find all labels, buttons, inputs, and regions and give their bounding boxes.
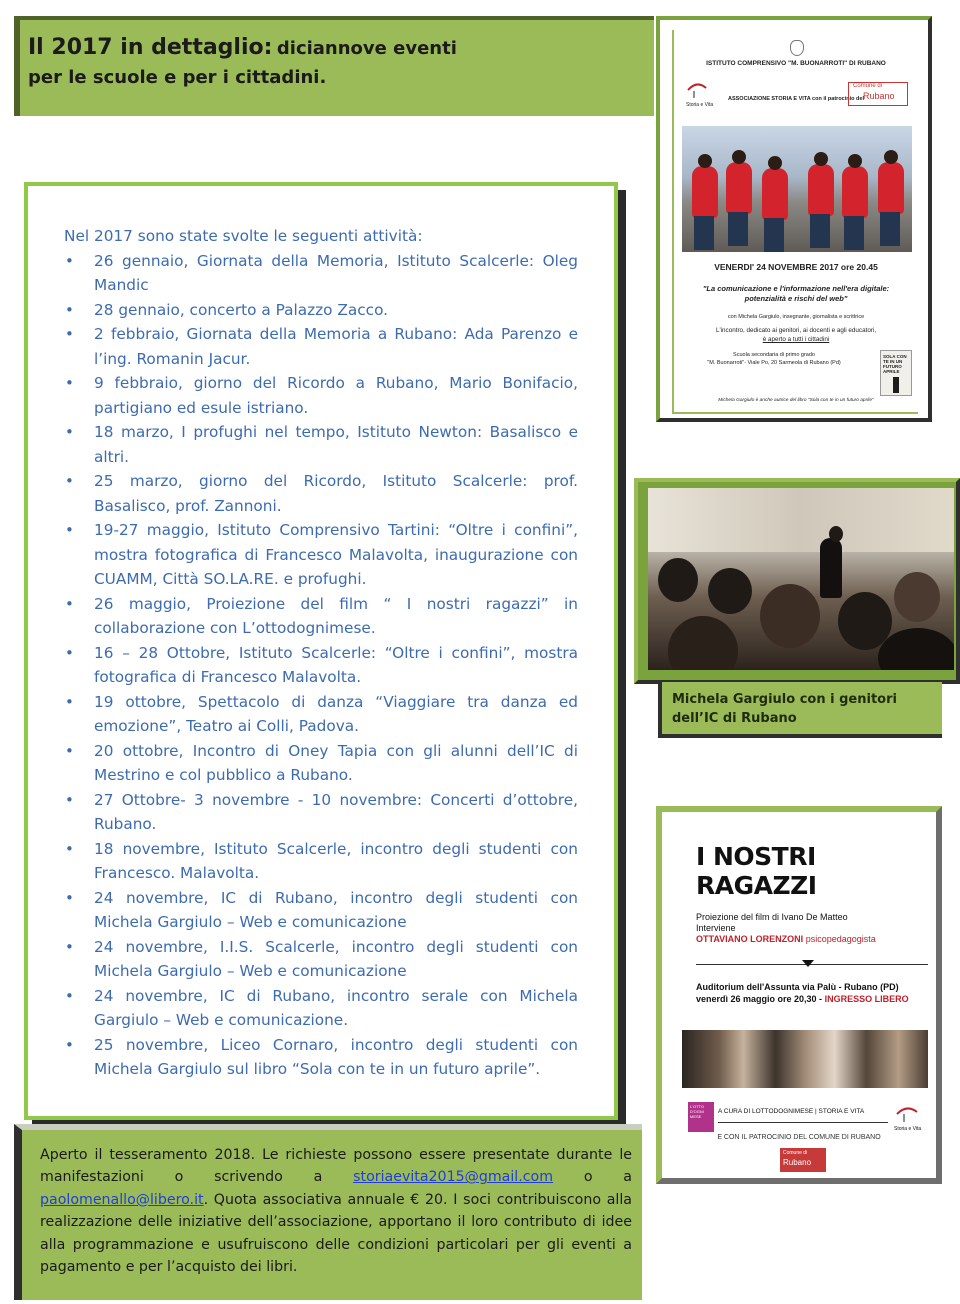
activity-item <box>64 739 578 788</box>
rubano-logo <box>848 82 908 106</box>
activity-item <box>64 886 578 935</box>
activity-text: 26 gennaio, Giornata della Memoria, Istituto Scalcerle: Oleg Mandic <box>94 251 578 294</box>
book-cover-title: SOLA CON TE IN UN FUTURO APRILE <box>883 354 907 374</box>
activity-text: 24 novembre, I.I.S. Scalcerle, incontro degli studenti con Michela Gargiulo – Web e comunicazione <box>94 937 578 980</box>
poster3-venue: Auditorium dell'Assunta via Palù - Rubano (PD) <box>696 982 899 992</box>
title-banner <box>14 16 654 116</box>
activity-item <box>64 371 578 420</box>
page-title-rest: diciannove eventi <box>276 38 457 59</box>
activity-text: 25 novembre, Liceo Cornaro, incontro degli studenti con Michela Gargiulo sul libro “Sola con te in un futuro aprile”. <box>94 1035 578 1078</box>
activity-text: 24 novembre, IC di Rubano, incontro degli studenti con Michela Gargiulo – Web e comunicazione <box>94 888 578 931</box>
activity-text: 19 ottobre, Spettacolo di danza “Viaggiare tra danza ed emozione”, Teatro ai Colli, Padova. <box>94 692 578 735</box>
poster3-title-line1: I NOSTRI <box>696 842 816 871</box>
email-link-paolomenallo[interactable]: paolomenallo@libero.it <box>40 1191 204 1208</box>
bullet-icon: • <box>65 839 74 858</box>
poster3-patron: E CON IL PATROCINIO DEL COMUNE DI RUBANO <box>717 1134 881 1141</box>
activity-text: 19-27 maggio, Istituto Comprensivo Tartini: “Oltre i confini”, mostra fotografica di Francesco Malavolta, inaugurazione con CUAMM, Città SO.LA.RE. e profughi. <box>94 521 578 588</box>
bullet-icon: • <box>65 986 74 1005</box>
poster3-line2: Interviene <box>696 923 736 933</box>
activity-item <box>64 935 578 984</box>
poster1-assoc: ASSOCIAZIONE STORIA E VITA con il patrocinio del <box>728 96 864 102</box>
activity-item <box>64 641 578 690</box>
photo-caption-box <box>658 682 942 738</box>
activity-item <box>64 298 578 323</box>
meeting-photo-frame <box>634 478 960 684</box>
email-link-storiaevita[interactable]: storiaevita2015@gmail.com <box>353 1169 554 1186</box>
activity-item <box>64 469 578 518</box>
bullet-icon: • <box>65 790 74 809</box>
activity-text: 28 gennaio, concerto a Palazzo Zacco. <box>94 300 389 319</box>
activity-text: 18 marzo, I profughi nel tempo, Istituto Newton: Basalisco e altri. <box>94 423 578 466</box>
membership-text-3: . Quota associativa annuale € 20. I soci contribuiscono alla realizzazione delle iniziative dell’associazione, apportano il loro contributo di idee alla programmazione e usufruiscono delle condizioni particolari per gli eventi a pagamento e per l’acquisto dei libri. <box>40 1191 632 1276</box>
activity-text: 24 novembre, IC di Rubano, incontro serale con Michela Gargiulo – Web e comunicazione. <box>94 986 578 1029</box>
poster3-free-entry: INGRESSO LIBERO <box>824 994 909 1004</box>
bullet-icon: • <box>65 937 74 956</box>
page-title-line1 <box>28 34 644 64</box>
poster3-storia-vita: Storia e Vita <box>894 1126 922 1132</box>
activity-text: 25 marzo, giorno del Ricordo, Istituto Scalcerle: prof. Basalisco, prof. Zannoni. <box>94 472 578 515</box>
activity-item <box>64 1033 578 1082</box>
poster3-arrow-icon <box>802 960 814 967</box>
bullet-icon: • <box>65 521 74 539</box>
book-cover-image <box>880 350 912 396</box>
page-title-bold: Il 2017 in dettaglio: <box>28 35 273 60</box>
activity-text: 16 – 28 Ottobre, Istituto Scalcerle: “Oltre i confini”, mostra fotografica di Francesco Malavolta. <box>94 643 578 686</box>
activity-item <box>64 518 578 592</box>
activity-item <box>64 592 578 641</box>
republic-emblem-icon <box>790 40 804 56</box>
bullet-icon: • <box>65 594 74 613</box>
poster1-date: VENERDI' 24 NOVEMBRE 2017 ore 20.45 <box>714 262 878 272</box>
poster3-when-line <box>696 994 909 1005</box>
poster3-curated: A CURA DI LOTTODOGNIMESE | STORIA E VITA <box>718 1108 865 1115</box>
film-stills-image <box>682 1030 928 1088</box>
meeting-photo <box>648 488 954 670</box>
activity-item <box>64 322 578 371</box>
poster1-venue2: "M. Buonarroti"- Viale Po, 20 Sarmeola di Rubano (Pd) <box>707 360 841 366</box>
activity-item <box>64 249 578 298</box>
poster1-footer: Michela Gargiulo è anche autrice del libro "Sola con te in un futuro aprile" <box>718 398 874 403</box>
activity-item <box>64 837 578 886</box>
activity-text: 2 febbraio, Giornata della Memoria a Rubano: Ada Parenzo e l’ing. Romanin Jacur. <box>94 325 578 368</box>
activity-text: 18 novembre, Istituto Scalcerle, incontro degli studenti con Francesco. Malavolta. <box>94 839 578 882</box>
poster1-venue1: Scuola secondaria di primo grado <box>733 352 815 358</box>
rubano-logo-name: Rubano <box>783 1158 812 1167</box>
activity-text: 27 Ottobre- 3 novembre - 10 novembre: Concerti d’ottobre, Rubano. <box>94 790 578 833</box>
membership-text-1: Aperto il tesseramento 2018. Le richieste possono essere presentate durante le manifestazioni o scrivendo a <box>40 1147 632 1186</box>
poster1-subtitle: "La comunicazione e l'informazione nell'era digitale: potenzialità e rischi del web" <box>702 284 890 303</box>
bullet-icon: • <box>65 741 74 760</box>
bullet-icon: • <box>65 472 74 490</box>
ottodognimese-logo-text: L'OTTO D'OGNI MESE <box>690 1104 705 1119</box>
ottodognimese-logo <box>688 1102 714 1132</box>
photo-caption: Michela Gargiulo con i genitori dell’IC di Rubano <box>672 692 897 726</box>
poster1-invite1: L'incontro, dedicato ai genitori, ai docenti e agli educatori, <box>715 327 877 334</box>
bullet-icon: • <box>65 300 74 319</box>
bullet-icon: • <box>65 888 74 907</box>
bullet-icon: • <box>65 374 74 392</box>
students-photo <box>682 126 912 252</box>
activity-text: 26 maggio, Proiezione del film “ I nostri ragazzi” in collaborazione con L’ottodognimese. <box>94 594 578 637</box>
poster1-storia-vita: Storia e Vita <box>686 102 714 108</box>
poster3-guest-role: psicopedagogista <box>805 934 876 944</box>
membership-text <box>40 1144 632 1278</box>
poster3-line3 <box>696 934 876 945</box>
rubano-logo-comune: Comune di <box>783 1150 808 1156</box>
poster3-line1: Proiezione del film di Ivano De Matteo <box>696 912 848 922</box>
bullet-icon: • <box>65 325 74 343</box>
bullet-icon: • <box>65 1035 74 1054</box>
activities-list <box>64 249 578 1082</box>
activity-item <box>64 984 578 1033</box>
activities-content <box>64 224 578 1082</box>
poster-film-screening <box>656 806 942 1184</box>
bullet-icon: • <box>65 423 74 441</box>
poster3-guest-name: OTTAVIANO LORENZONI <box>696 934 804 944</box>
activity-text: 9 febbraio, giorno del Ricordo a Rubano, Mario Bonifacio, partigiano ed esule istriano. <box>94 374 578 417</box>
activities-box <box>24 182 618 1120</box>
poster1-school: ISTITUTO COMPRENSIVO "M. BUONARROTI" DI RUBANO <box>706 60 886 67</box>
poster3-when: venerdì 26 maggio ore 20,30 - <box>696 994 825 1004</box>
activity-item <box>64 420 578 469</box>
page-title-line2: per le scuole e per i cittadini. <box>28 67 327 88</box>
bullet-icon: • <box>65 692 74 711</box>
activity-text: 20 ottobre, Incontro di Oney Tapia con gli alunni dell’IC di Mestrino e col pubblico a Rubano. <box>94 741 578 784</box>
rubano-logo-comune: Comune di <box>853 83 883 89</box>
rubano-logo-name: Rubano <box>863 91 895 101</box>
activity-item <box>64 690 578 739</box>
storia-vita-logo-icon <box>894 1102 920 1124</box>
poster3-title <box>696 842 817 900</box>
bullet-icon: • <box>65 251 74 270</box>
membership-text-2: o a <box>553 1169 632 1186</box>
poster1-invite2: è aperto a tutti i cittadini <box>762 336 830 343</box>
poster3-title-line2: RAGAZZI <box>696 871 817 900</box>
poster-web-communication <box>656 16 932 422</box>
rubano-logo <box>780 1148 826 1172</box>
bullet-icon: • <box>65 643 74 662</box>
poster-web-communication-sheet <box>672 30 918 414</box>
membership-box <box>14 1124 642 1300</box>
poster1-speaker: con Michela Gargiulo, insegnante, giornalista e scrittrice <box>727 314 865 320</box>
activity-item <box>64 788 578 837</box>
activities-intro: Nel 2017 sono state svolte le seguenti attività: <box>64 227 423 245</box>
